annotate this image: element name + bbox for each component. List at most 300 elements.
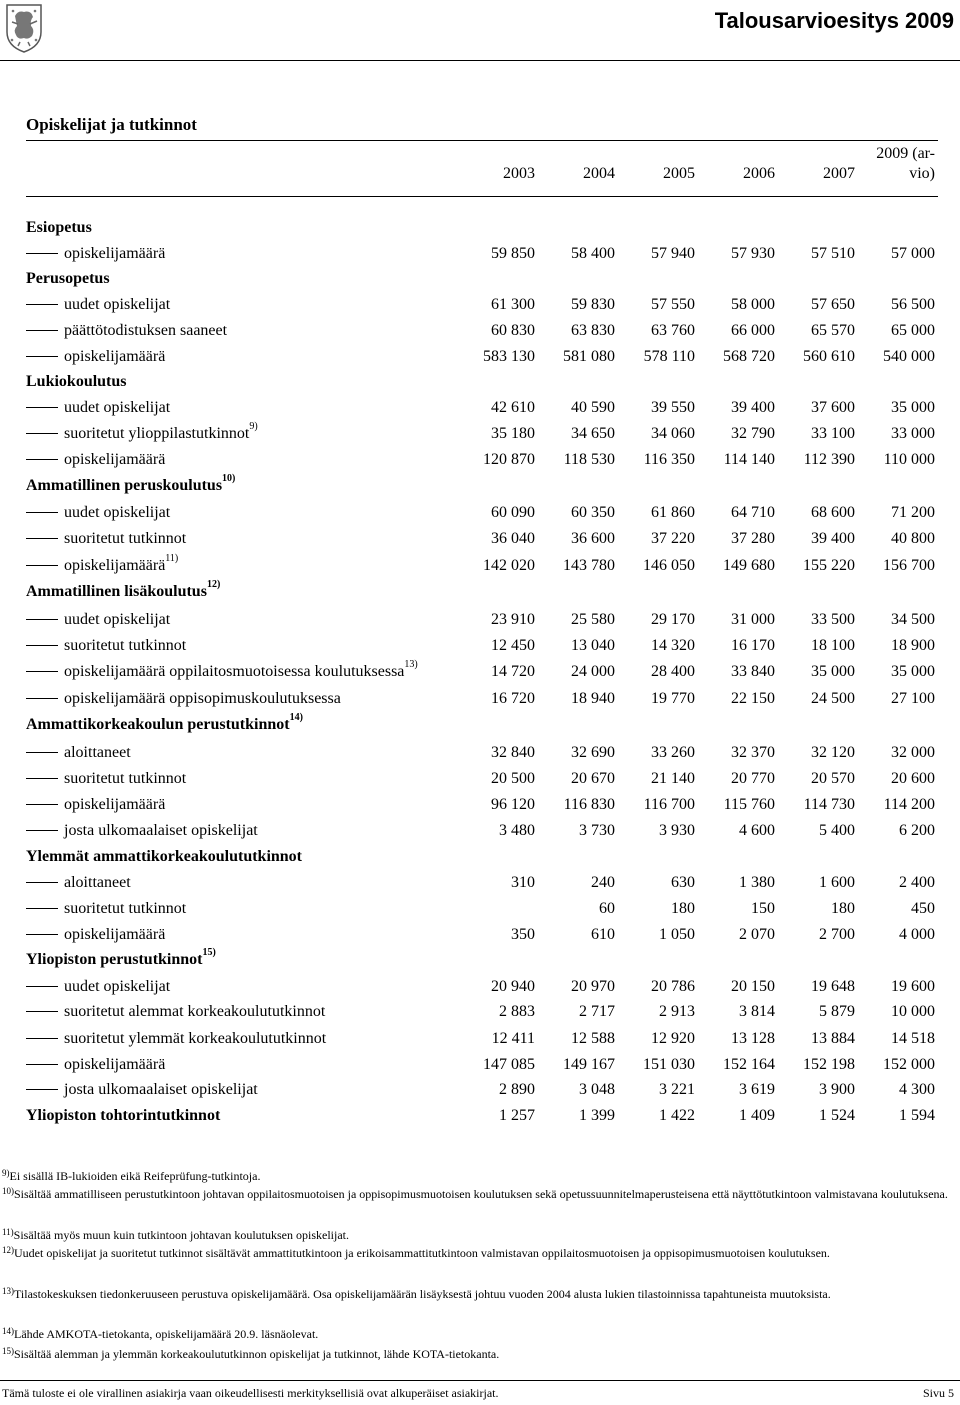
table-cell: 2 070 (739, 926, 775, 943)
row-label-text: uudet opiskelijat (64, 399, 171, 416)
table-cell: 120 870 (483, 451, 535, 468)
indent-dash (26, 356, 58, 357)
table-section-heading (0, 219, 960, 241)
indent-dash (26, 645, 58, 646)
table-cell: 156 700 (883, 557, 935, 574)
table-cell: 57 000 (891, 245, 935, 262)
row-label-text: suoritetut tutkinnot (64, 637, 187, 654)
table-section-heading (0, 947, 960, 973)
table-cell: 20 570 (811, 770, 855, 787)
table-cell: 16 170 (731, 637, 775, 654)
indent-dash (26, 459, 58, 460)
table-cell: 114 200 (883, 796, 935, 813)
table-cell: 6 200 (899, 822, 935, 839)
row-label-text: opiskelijamäärä (64, 926, 166, 943)
table-row (0, 637, 960, 659)
table-cell: 1 409 (739, 1107, 775, 1124)
table-cell: 4 000 (899, 926, 935, 943)
footnote-ref: 10) (222, 473, 236, 484)
table-cell: 34 650 (571, 425, 615, 442)
table-row (0, 421, 960, 447)
table-cell: 37 280 (731, 530, 775, 547)
table-cell: 4 300 (899, 1081, 935, 1098)
table-row (0, 1003, 960, 1025)
table-cell: 32 690 (571, 744, 615, 761)
footnote-ref: 11) (165, 553, 179, 564)
row-label (26, 579, 221, 601)
table-cell: 1 380 (739, 874, 775, 891)
footnote (2, 1346, 954, 1363)
table-cell: 32 840 (491, 744, 535, 761)
table-cell: 32 790 (731, 425, 775, 442)
table-cell: 65 570 (811, 322, 855, 339)
table-cell: 39 550 (651, 399, 695, 416)
table-cell: 68 600 (811, 504, 855, 521)
footnote-text: Sisältää alemman ja ylemmän korkeakoulututkinnon opiskelijat ja tutkinnot, lähde KOTA-tietokanta. (14, 1347, 500, 1361)
table-section-heading (0, 712, 960, 738)
table-row (0, 245, 960, 267)
indent-dash (26, 908, 58, 909)
table-cell: 20 940 (491, 978, 535, 995)
table-cell: 13 128 (731, 1030, 775, 1047)
footnote-ref: 13) (404, 659, 418, 670)
table-cell: 40 590 (571, 399, 615, 416)
row-label-text: opiskelijamäärä oppilaitosmuotoisessa koulutuksessa (64, 663, 405, 680)
indent-dash (26, 330, 58, 331)
page-number: Sivu 5 (922, 1386, 954, 1400)
footnote-ref: 14) (289, 712, 303, 723)
row-label (26, 1056, 165, 1074)
row-label-text: Ammatillinen peruskoulutus (26, 477, 223, 494)
indent-dash (26, 253, 58, 254)
indent-dash (26, 512, 58, 513)
table-cell: 3 930 (659, 822, 695, 839)
table-row (0, 926, 960, 948)
row-label-text: Ammattikorkeakoulun perustutkinnot (26, 716, 290, 733)
section-title: Opiskelijat ja tutkinnot (26, 115, 197, 134)
table-cell: 18 900 (891, 637, 935, 654)
disclaimer-text: Tämä tuloste ei ole virallinen asiakirja vaan oikeudellisesti merkityksellisiä ovat alkuperäiset asiakirjat. (2, 1386, 499, 1400)
table-cell: 96 120 (491, 796, 535, 813)
indent-dash (26, 698, 58, 699)
table-cell: 37 600 (811, 399, 855, 416)
table-cell: 152 164 (723, 1056, 775, 1073)
table-cell: 20 670 (571, 770, 615, 787)
row-label-text: päättötodistuksen saaneet (64, 322, 228, 339)
table-cell: 20 786 (651, 978, 695, 995)
table-cell: 5 879 (819, 1003, 855, 1020)
table-cell: 116 700 (643, 796, 695, 813)
footnote (2, 1326, 954, 1343)
table-cell: 147 085 (483, 1056, 535, 1073)
footnote-number: 11) (2, 1227, 14, 1237)
table-cell: 150 (751, 900, 775, 917)
indent-dash (26, 1011, 58, 1012)
indent-dash (26, 752, 58, 753)
row-label-text: aloittaneet (64, 744, 131, 761)
indent-dash (26, 1038, 58, 1039)
table-cell: 39 400 (731, 399, 775, 416)
row-label (26, 1081, 258, 1099)
table-cell: 112 390 (803, 451, 855, 468)
table-cell: 59 850 (491, 245, 535, 262)
table-row (0, 296, 960, 318)
table-cell: 450 (911, 900, 935, 917)
table-row (0, 530, 960, 552)
table-cell: 2 883 (499, 1003, 535, 1020)
row-label (26, 848, 302, 866)
row-label-text: opiskelijamäärä (64, 348, 166, 365)
col-header-2007: 2007 (823, 165, 855, 182)
table-cell: 28 400 (651, 663, 695, 680)
col-header-2005: 2005 (663, 165, 695, 182)
finnish-lion-crest-icon (4, 2, 44, 54)
table-row (0, 611, 960, 633)
table-cell: 180 (831, 900, 855, 917)
footnote-number: 12) (2, 1245, 14, 1255)
table-row (0, 822, 960, 844)
table-cell: 57 650 (811, 296, 855, 313)
table-section-heading (0, 579, 960, 605)
table-row (0, 1081, 960, 1103)
table-cell: 12 920 (651, 1030, 695, 1047)
table-cell: 152 000 (883, 1056, 935, 1073)
table-cell: 540 000 (883, 348, 935, 365)
row-label (26, 637, 186, 655)
table-cell: 16 720 (491, 690, 535, 707)
row-label-text: opiskelijamäärä (64, 245, 166, 262)
indent-dash (26, 986, 58, 987)
table-cell: 2 400 (899, 874, 935, 891)
row-label-text: suoritetut tutkinnot (64, 900, 187, 917)
table-cell: 33 840 (731, 663, 775, 680)
table-cell: 35 000 (811, 663, 855, 680)
table-cell: 2 700 (819, 926, 855, 943)
table-row (0, 322, 960, 344)
indent-dash (26, 1064, 58, 1065)
footnote-number: 9) (2, 1168, 10, 1178)
table-cell: 12 450 (491, 637, 535, 654)
table-cell: 60 350 (571, 504, 615, 521)
footnote-number: 15) (2, 1346, 14, 1356)
row-label (26, 611, 170, 629)
table-cell: 37 220 (651, 530, 695, 547)
table-cell: 10 000 (891, 1003, 935, 1020)
table-row (0, 1107, 960, 1129)
table-cell: 152 198 (803, 1056, 855, 1073)
table-row (0, 399, 960, 421)
footnote (2, 1286, 954, 1303)
table-row (0, 770, 960, 792)
table-cell: 115 760 (723, 796, 775, 813)
row-label-text: Esiopetus (26, 219, 92, 236)
footnote-number: 10) (2, 1186, 14, 1196)
table-cell: 3 048 (579, 1081, 615, 1098)
row-label-text: Ammatillinen lisäkoulutus (26, 583, 207, 600)
footnote-ref: 15) (202, 947, 216, 958)
table-cell: 149 167 (563, 1056, 615, 1073)
table-cell: 1 050 (659, 926, 695, 943)
table-cell: 18 940 (571, 690, 615, 707)
row-label (26, 822, 258, 840)
row-label-text: Yliopiston tohtorintutkinnot (26, 1107, 221, 1124)
table-cell: 3 730 (579, 822, 615, 839)
table-cell: 3 619 (739, 1081, 775, 1098)
table-cell: 14 518 (891, 1030, 935, 1047)
row-label (26, 399, 170, 417)
table-top-rule (26, 140, 938, 141)
row-label-text: suoritetut tutkinnot (64, 770, 187, 787)
table-cell: 63 760 (651, 322, 695, 339)
table-cell: 58 400 (571, 245, 615, 262)
table-cell: 27 100 (891, 690, 935, 707)
row-label-text: aloittaneet (64, 874, 131, 891)
row-label (26, 451, 165, 469)
row-label-text: uudet opiskelijat (64, 978, 171, 995)
table-cell: 20 600 (891, 770, 935, 787)
table-row (0, 1056, 960, 1078)
footnote-number: 14) (2, 1326, 14, 1336)
indent-dash (26, 830, 58, 831)
table-cell: 40 800 (891, 530, 935, 547)
table-cell: 19 648 (811, 978, 855, 995)
table-row (0, 553, 960, 579)
table-cell: 33 000 (891, 425, 935, 442)
document-title: Talousarvioesitys 2009 (714, 8, 954, 33)
table-cell: 14 720 (491, 663, 535, 680)
row-label (26, 473, 236, 495)
table-cell: 146 050 (643, 557, 695, 574)
indent-dash (26, 778, 58, 779)
col-header-2006: 2006 (743, 165, 775, 182)
footnote-ref: 9) (249, 421, 258, 432)
table-cell: 56 500 (891, 296, 935, 313)
table-cell: 32 120 (811, 744, 855, 761)
table-cell: 23 910 (491, 611, 535, 628)
row-label-text: suoritetut tutkinnot (64, 530, 187, 547)
table-cell: 39 400 (811, 530, 855, 547)
table-cell: 116 350 (643, 451, 695, 468)
row-label-text: opiskelijamäärä (64, 796, 166, 813)
footnote-ref: 12) (206, 579, 221, 590)
table-cell: 3 814 (739, 1003, 775, 1020)
footnote-text: Lähde AMKOTA-tietokanta, opiskelijamäärä 20.9. läsnäolevat. (14, 1327, 319, 1341)
col-header-2009-line1: 2009 (ar- (876, 145, 935, 162)
table-cell: 143 780 (563, 557, 615, 574)
row-label-text: suoritetut ylemmät korkeakoulututkinnot (64, 1030, 327, 1047)
table-cell: 155 220 (803, 557, 855, 574)
footnote-text: Tilastokeskuksen tiedonkeruuseen perustuva opiskelijamäärä. Osa opiskelijamäärän lisäyksestä johtuu vuoden 2004 alusta lukien tilastoinnissa tapahtuneista muutoksista. (14, 1287, 831, 1301)
footnote-text: Sisältää ammatilliseen perustutkintoon johtavan oppilaitosmuotoisen ja oppisopimusmuotoisen koulutuksen sekä opetussuunnitelmaperusteisena että näyttötutkintoon valmistavana koulutuksena. (14, 1187, 948, 1201)
table-cell: 22 150 (731, 690, 775, 707)
col-header-2009-line2: vio) (909, 165, 935, 182)
table-cell: 33 260 (651, 744, 695, 761)
row-label (26, 796, 165, 814)
footnote (2, 1245, 954, 1262)
row-label (26, 296, 170, 314)
row-label-text: uudet opiskelijat (64, 504, 171, 521)
table-cell: 60 830 (491, 322, 535, 339)
footnote-text: Sisältää myös muun kuin tutkintoon johtavan koulutuksen opiskelijat. (13, 1228, 349, 1242)
header-divider (0, 60, 960, 61)
row-label (26, 744, 131, 762)
row-label-text: opiskelijamäärä (64, 557, 166, 574)
table-cell: 64 710 (731, 504, 775, 521)
table-row (0, 659, 960, 685)
table-cell: 12 588 (571, 1030, 615, 1047)
table-cell: 66 000 (731, 322, 775, 339)
row-label (26, 553, 179, 575)
row-label (26, 1030, 326, 1048)
table-cell: 34 500 (891, 611, 935, 628)
table-cell: 1 594 (899, 1107, 935, 1124)
table-cell: 1 524 (819, 1107, 855, 1124)
table-cell: 568 720 (723, 348, 775, 365)
table-row (0, 874, 960, 896)
row-label-text: opiskelijamäärä oppisopimuskoulutuksessa (64, 690, 341, 707)
indent-dash (26, 1089, 58, 1090)
table-cell: 110 000 (883, 451, 935, 468)
table-cell: 3 900 (819, 1081, 855, 1098)
table-cell: 142 020 (483, 557, 535, 574)
table-cell: 57 550 (651, 296, 695, 313)
row-label-text: opiskelijamäärä (64, 1056, 166, 1073)
table-section-heading (0, 373, 960, 395)
row-label-text: josta ulkomaalaiset opiskelijat (64, 1081, 258, 1098)
table-row (0, 1030, 960, 1052)
table-cell: 60 090 (491, 504, 535, 521)
table-cell: 24 000 (571, 663, 615, 680)
footnote (2, 1186, 954, 1203)
table-cell: 61 860 (651, 504, 695, 521)
table-cell: 36 040 (491, 530, 535, 547)
row-label (26, 504, 170, 522)
table-cell: 118 530 (563, 451, 615, 468)
table-cell: 57 940 (651, 245, 695, 262)
row-label (26, 373, 127, 391)
row-label-text: uudet opiskelijat (64, 296, 171, 313)
table-cell: 583 130 (483, 348, 535, 365)
indent-dash (26, 804, 58, 805)
table-cell: 19 770 (651, 690, 695, 707)
table-cell: 2 890 (499, 1081, 535, 1098)
table-cell: 1 600 (819, 874, 855, 891)
row-label (26, 712, 303, 734)
table-section-heading (0, 270, 960, 292)
table-cell: 61 300 (491, 296, 535, 313)
table-row (0, 451, 960, 473)
row-label (26, 348, 165, 366)
table-cell: 32 000 (891, 744, 935, 761)
table-cell: 24 500 (811, 690, 855, 707)
table-cell: 581 080 (563, 348, 615, 365)
table-section-heading (0, 473, 960, 499)
row-label-text: josta ulkomaalaiset opiskelijat (64, 822, 258, 839)
table-cell: 57 930 (731, 245, 775, 262)
indent-dash (26, 934, 58, 935)
table-cell: 350 (511, 926, 535, 943)
row-label-text: uudet opiskelijat (64, 611, 171, 628)
table-cell: 60 (599, 900, 615, 917)
footnote-text: Ei sisällä IB-lukioiden eikä Reifeprüfung-tutkintoja. (9, 1169, 261, 1183)
indent-dash (26, 433, 58, 434)
indent-dash (26, 304, 58, 305)
table-cell: 20 500 (491, 770, 535, 787)
row-label (26, 530, 186, 548)
table-cell: 2 913 (659, 1003, 695, 1020)
table-header-rule (26, 196, 938, 197)
footnote-text: Uudet opiskelijat ja suoritetut tutkinnot sisältävät ammattitutkintoon ja erikoisammattitutkintoon valmistavan oppilaitosmuotoisen ja oppisopimusmuotoisen koulutuksen. (14, 1246, 830, 1260)
table-cell: 310 (511, 874, 535, 891)
row-label (26, 421, 258, 443)
row-label-text: Ylemmät ammattikorkeakoulututkinnot (26, 848, 303, 865)
table-cell: 33 100 (811, 425, 855, 442)
table-row (0, 900, 960, 922)
table-cell: 59 830 (571, 296, 615, 313)
indent-dash (26, 565, 58, 566)
table-cell: 29 170 (651, 611, 695, 628)
table-cell: 19 600 (891, 978, 935, 995)
table-cell: 71 200 (891, 504, 935, 521)
row-label (26, 245, 165, 263)
table-cell: 630 (671, 874, 695, 891)
table-cell: 149 680 (723, 557, 775, 574)
table-cell: 20 770 (731, 770, 775, 787)
table-cell: 58 000 (731, 296, 775, 313)
table-section-heading (0, 848, 960, 870)
table-cell: 3 221 (659, 1081, 695, 1098)
table-cell: 180 (671, 900, 695, 917)
row-label (26, 1107, 220, 1125)
table-cell: 5 400 (819, 822, 855, 839)
table-cell: 2 717 (579, 1003, 615, 1020)
table-row (0, 796, 960, 818)
footnote-number: 13) (2, 1286, 14, 1296)
col-header-2004: 2004 (583, 165, 615, 182)
row-label-text: Yliopiston perustutkinnot (26, 951, 203, 968)
table-cell: 4 600 (739, 822, 775, 839)
table-cell: 1 399 (579, 1107, 615, 1124)
table-cell: 13 884 (811, 1030, 855, 1047)
table-cell: 1 257 (499, 1107, 535, 1124)
table-cell: 31 000 (731, 611, 775, 628)
table-cell: 14 320 (651, 637, 695, 654)
table-cell: 57 510 (811, 245, 855, 262)
indent-dash (26, 882, 58, 883)
table-cell: 35 000 (891, 399, 935, 416)
row-label (26, 947, 216, 969)
row-label (26, 978, 170, 996)
row-label (26, 270, 110, 288)
footnote (2, 1168, 954, 1185)
table-row (0, 744, 960, 766)
indent-dash (26, 619, 58, 620)
table-cell: 610 (591, 926, 615, 943)
row-label (26, 770, 186, 788)
table-cell: 116 830 (563, 796, 615, 813)
table-cell: 578 110 (643, 348, 695, 365)
row-label-text: suoritetut ylioppilastutkinnot (64, 425, 250, 442)
table-cell: 12 411 (491, 1030, 535, 1047)
footer-divider (0, 1380, 960, 1381)
table-cell: 32 370 (731, 744, 775, 761)
table-cell: 65 000 (891, 322, 935, 339)
col-header-2003: 2003 (503, 165, 535, 182)
row-label-text: suoritetut alemmat korkeakoulututkinnot (64, 1003, 326, 1020)
table-cell: 42 610 (491, 399, 535, 416)
indent-dash (26, 407, 58, 408)
table-row (0, 978, 960, 1000)
